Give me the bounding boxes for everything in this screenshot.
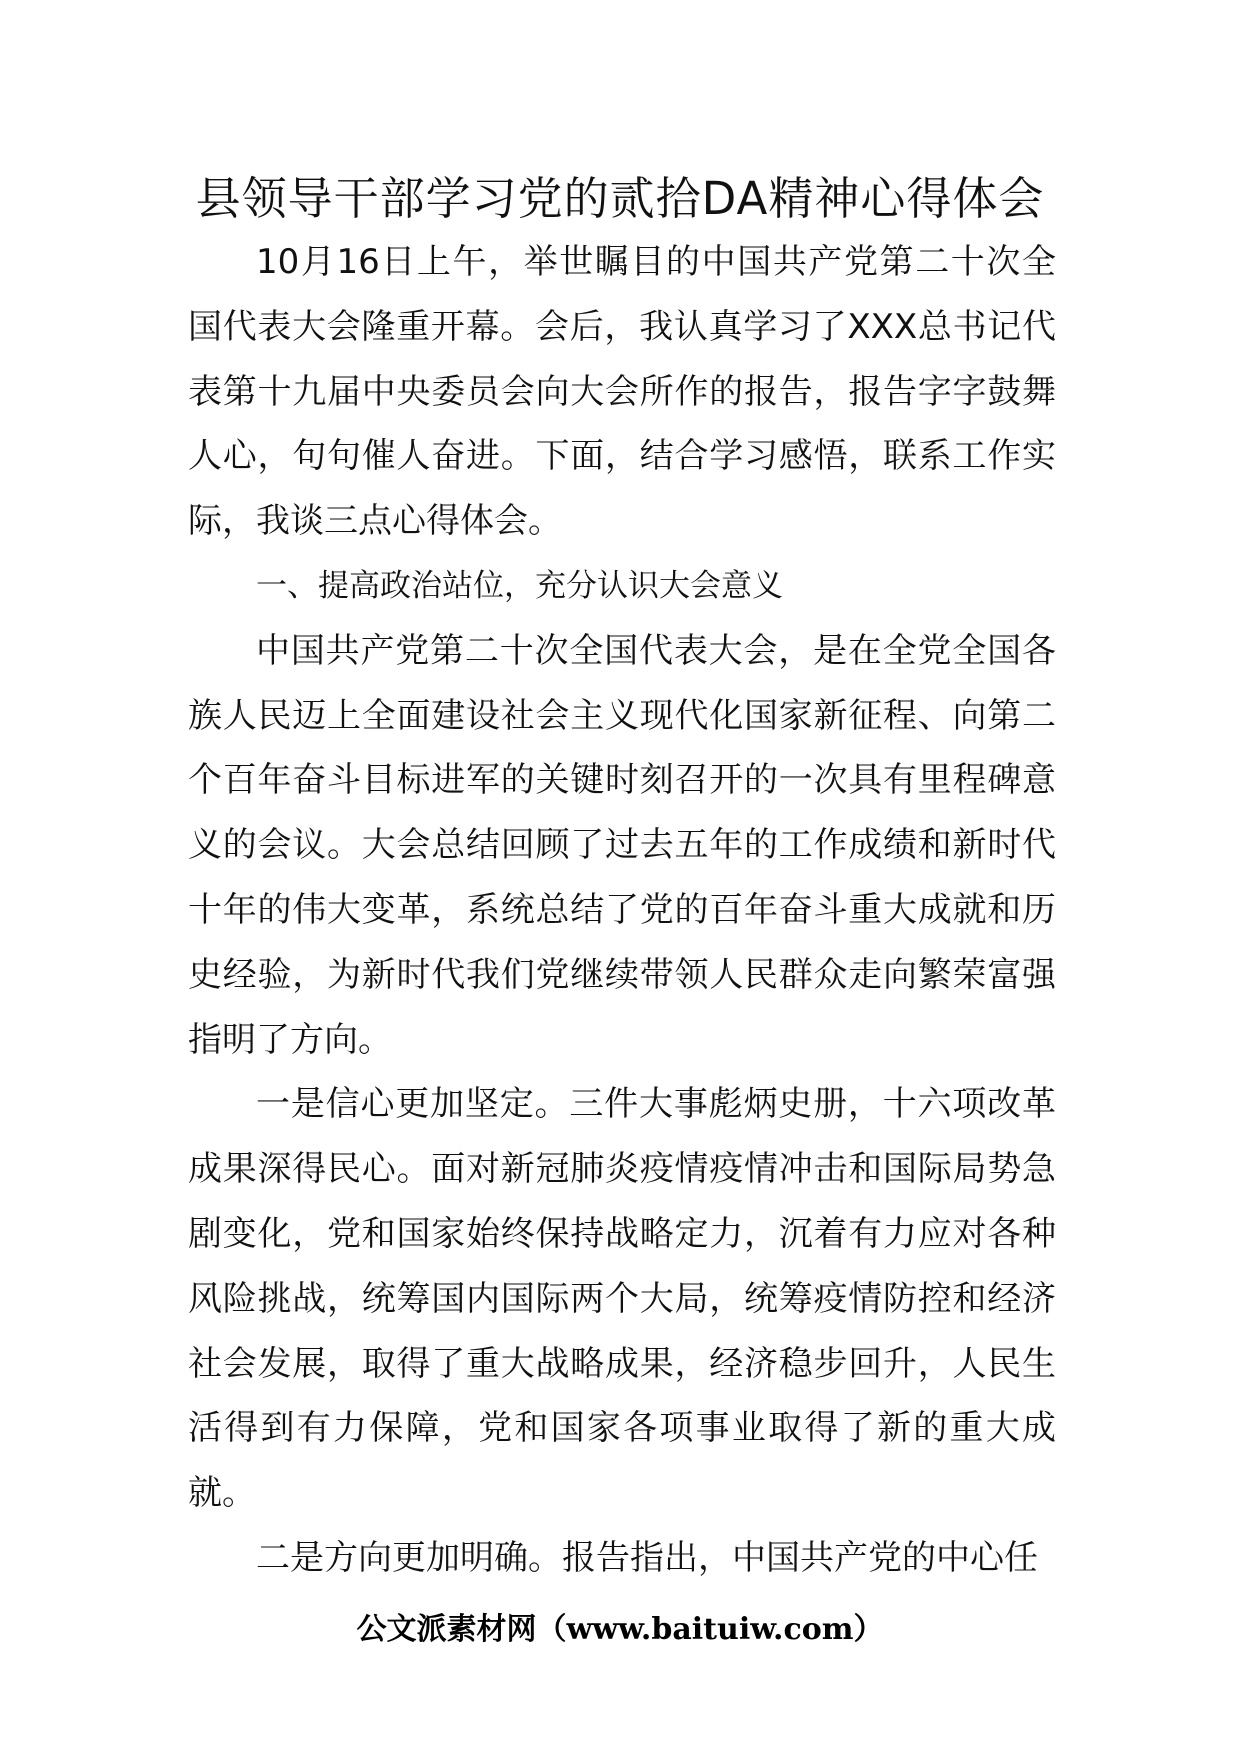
paragraph-direction: 二是方向更加明确。报告指出，中国共产党的中心任 (256, 1537, 1038, 1578)
paragraph-confidence: 一是信心更加坚定。三件大事彪炳史册，十六项改革成果深得民心。面对新冠肺炎疫情疫情冲击和国际局势急剧变化，党和国家始终保持战略定力，沉着有力应对各种风险挑战，统筹国内国际两个大局，统筹疫情防控和经济社会发展，取得了重大战略成果，经济稳步回升，人民生活得到有力保障，党和国家各项事业取得了新的重大成就。 (188, 1084, 1056, 1514)
section-heading-1: 一、提高政治站位，充分认识大会意义 (256, 567, 783, 604)
page-footer-watermark: 公文派素材网（www.baituiw.com） (356, 1612, 884, 1647)
document-body (188, 230, 1056, 1591)
paragraph-significance: 中国共产党第二十次全国代表大会，是在全党全国各族人民迈上全面建设社会主义现代化国家新征程、向第二个百年奋斗目标进军的关键时刻召开的一次具有里程碑意义的会议。大会总结回顾了过去五年的工作成绩和新时代十年的伟大变革，系统总结了党的百年奋斗重大成就和历史经验，为新时代我们党继续带领人民群众走向繁荣富强指明了方向。 (188, 630, 1056, 1060)
document-title: 县领导干部学习党的贰拾DA精神心得体会 (195, 172, 1045, 225)
paragraph-intro: 10月16日上午，举世瞩目的中国共产党第二十次全国代表大会隆重开幕。会后，我认真学习了XXX总书记代表第十九届中央委员会向大会所作的报告，报告字字鼓舞人心，句句催人奋进。下面，结合学习感悟，联系工作实际，我谈三点心得体会。 (188, 242, 1056, 542)
